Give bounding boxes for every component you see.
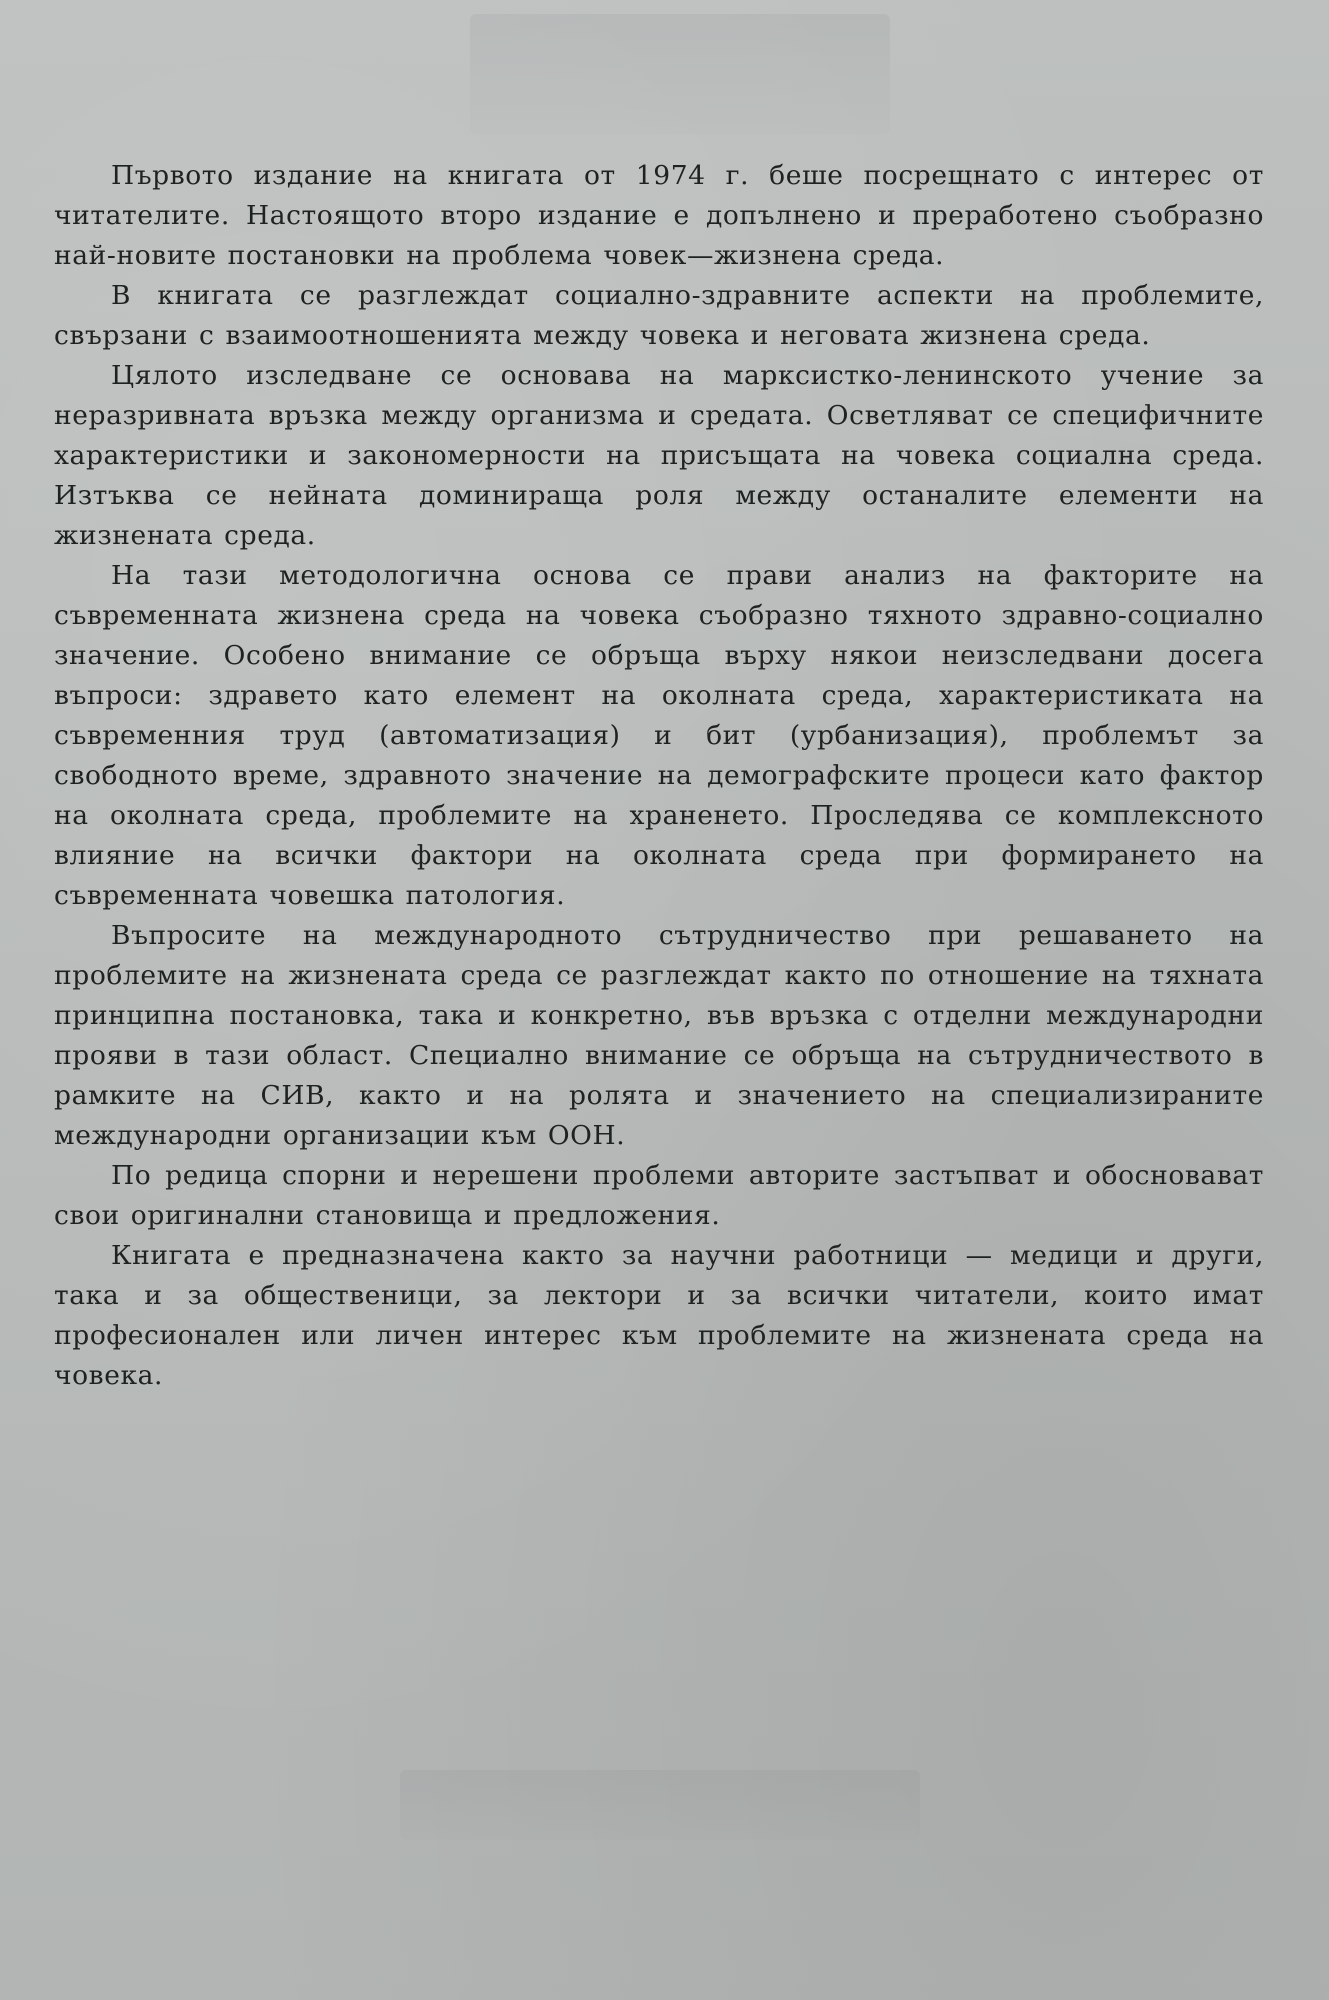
paragraph-intended-audience: Книгата е предназначена както за научни работници — медици и други, така и за общественици, за лектори и за всички читатели, които имат професионален или личен интерес към проблемите на жизнената среда на човека. (54, 1240, 1264, 1391)
annotation-text (54, 156, 1264, 1396)
paragraph-international-cooperation: Въпросите на международното сътрудничество при решаването на проблемите на жизнената среда се разглеждат както по отношение на тяхната принципна постановка, така и конкретно, във връзка с отделни международни прояви в тази област. Специално внимание се обръща на сътрудничеството в рамките на СИВ, както и на ролята и значението на специализираните международни организации към ООН. (54, 920, 1264, 1151)
show-through-shadow-top (470, 14, 890, 134)
paragraph-research-basis: Цялото изследване се основава на марксистко-ленинското учение за неразривната връзка между организма и средата. Осветляват се специфичните характеристики и закономерности на присъщата на човека социална среда. Изтъква се нейната доминираща роля между останалите елементи на жизнената среда. (54, 360, 1264, 551)
show-through-shadow-bottom (400, 1770, 920, 1840)
paragraph-authors-positions: По редица спорни и нерешени проблеми авторите застъпват и обосновават свои оригинални становища и предложения. (54, 1160, 1264, 1231)
paragraph-first-edition: Първото издание на книгата от 1974 г. беше посрещнато с интерес от читателите. Настоящото второ издание е допълнено и преработено съобразно най-новите постановки на проблема човек—жизнена среда. (54, 160, 1264, 271)
paragraph-social-health-aspects: В книгата се разглеждат социално-здравните аспекти на проблемите, свързани с взаимоотношенията между човека и неговата жизнена среда. (54, 280, 1264, 351)
paragraph-factor-analysis: На тази методологична основа се прави анализ на факторите на съвременната жизнена среда на човека съобразно тяхното здравно-социално значение. Особено внимание се обръща върху някои неизследвани досега въпроси: здравето като елемент на околната среда, характеристиката на съвременния труд (автоматизация) и бит (урбанизация), проблемът за свободното време, здравното значение на демографските процеси като фактор на околната среда, проблемите на храненето. Проследява се комплексното влияние на всички фактори на околната среда при формирането на съвременната човешка патология. (54, 560, 1264, 911)
